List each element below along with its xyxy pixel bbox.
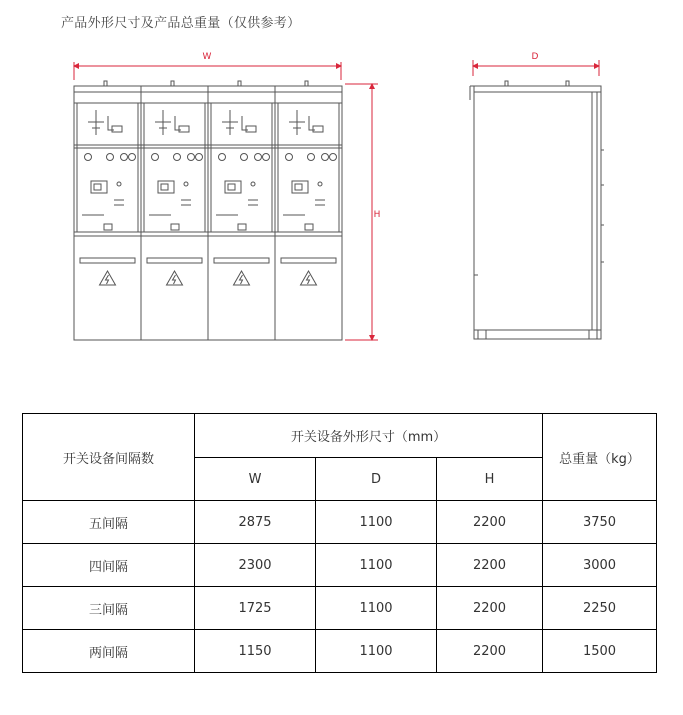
door-handle [104, 224, 112, 230]
indicator-lamp-icon [263, 154, 270, 161]
indicator-lamp-icon [219, 154, 226, 161]
subheader-d: D [316, 458, 437, 501]
knob-icon [251, 182, 255, 186]
indicator-lamp-icon [121, 154, 128, 161]
door-handle [305, 224, 313, 230]
row-d: 1100 [316, 501, 437, 544]
lifting-lug [171, 81, 174, 86]
lifting-lug [104, 81, 107, 86]
ventilation-slot [80, 258, 135, 263]
height-dimension [345, 84, 380, 340]
indicator-lamp-icon [322, 154, 329, 161]
width-dimension [74, 52, 341, 80]
row-d: 1100 [316, 630, 437, 673]
row-h: 2200 [437, 501, 543, 544]
table-row [23, 544, 657, 587]
relay-display [225, 181, 241, 193]
indicator-lamp-icon [308, 154, 315, 161]
header-cabinets: 开关设备间隔数 [23, 414, 195, 501]
door-handle [171, 224, 179, 230]
knob-icon [184, 182, 188, 186]
subheader-h: H [437, 458, 543, 501]
row-kg: 3000 [543, 544, 657, 587]
row-w: 1150 [195, 630, 316, 673]
indicator-lamp-icon [196, 154, 203, 161]
door-handle [238, 224, 246, 230]
indicator-lamp-icon [85, 154, 92, 161]
relay-display [158, 181, 174, 193]
table-row [23, 630, 657, 673]
row-kg: 1500 [543, 630, 657, 673]
row-kg: 3750 [543, 501, 657, 544]
row-d: 1100 [316, 544, 437, 587]
mimic-diagram [289, 110, 315, 135]
width-label: W [202, 52, 212, 62]
indicator-lamp-icon [107, 154, 114, 161]
indicator-lamp-icon [152, 154, 159, 161]
header-weight: 总重量（kg） [543, 414, 657, 501]
depth-dimension [473, 52, 599, 76]
front-view [74, 81, 342, 340]
row-w: 2300 [195, 544, 316, 587]
ventilation-slot [214, 258, 269, 263]
table-row [23, 501, 657, 544]
row-kg: 2250 [543, 587, 657, 630]
interlock-icon [179, 126, 189, 132]
knob-icon [318, 182, 322, 186]
depth-label: D [531, 52, 539, 62]
indicator-lamp-icon [286, 154, 293, 161]
mimic-diagram [222, 110, 248, 135]
spec-table [22, 413, 657, 673]
row-w: 2875 [195, 501, 316, 544]
row-name: 四间隔 [23, 544, 195, 587]
indicator-lamp-icon [255, 154, 262, 161]
side-view [470, 81, 604, 339]
row-h: 2200 [437, 544, 543, 587]
row-name: 三间隔 [23, 587, 195, 630]
relay-display [91, 181, 107, 193]
mimic-diagram [88, 110, 114, 135]
ventilation-slot [281, 258, 336, 263]
indicator-lamp-icon [241, 154, 248, 161]
knob-icon [117, 182, 121, 186]
row-w: 1725 [195, 587, 316, 630]
row-name: 两间隔 [23, 630, 195, 673]
interlock-icon [112, 126, 122, 132]
row-h: 2200 [437, 630, 543, 673]
mimic-diagram [155, 110, 181, 135]
page-heading: 产品外形尺寸及产品总重量（仅供参考） [61, 16, 301, 31]
indicator-lamp-icon [188, 154, 195, 161]
interlock-icon [246, 126, 256, 132]
lifting-lug [238, 81, 241, 86]
row-h: 2200 [437, 587, 543, 630]
row-name: 五间隔 [23, 501, 195, 544]
lifting-lug [305, 81, 308, 86]
header-dimensions: 开关设备外形尺寸（mm） [195, 414, 543, 458]
interlock-icon [313, 126, 323, 132]
indicator-lamp-icon [129, 154, 136, 161]
height-label: H [373, 210, 381, 220]
subheader-w: W [195, 458, 316, 501]
indicator-lamp-icon [330, 154, 337, 161]
table-row [23, 587, 657, 630]
relay-display [292, 181, 308, 193]
indicator-lamp-icon [174, 154, 181, 161]
row-d: 1100 [316, 587, 437, 630]
ventilation-slot [147, 258, 202, 263]
